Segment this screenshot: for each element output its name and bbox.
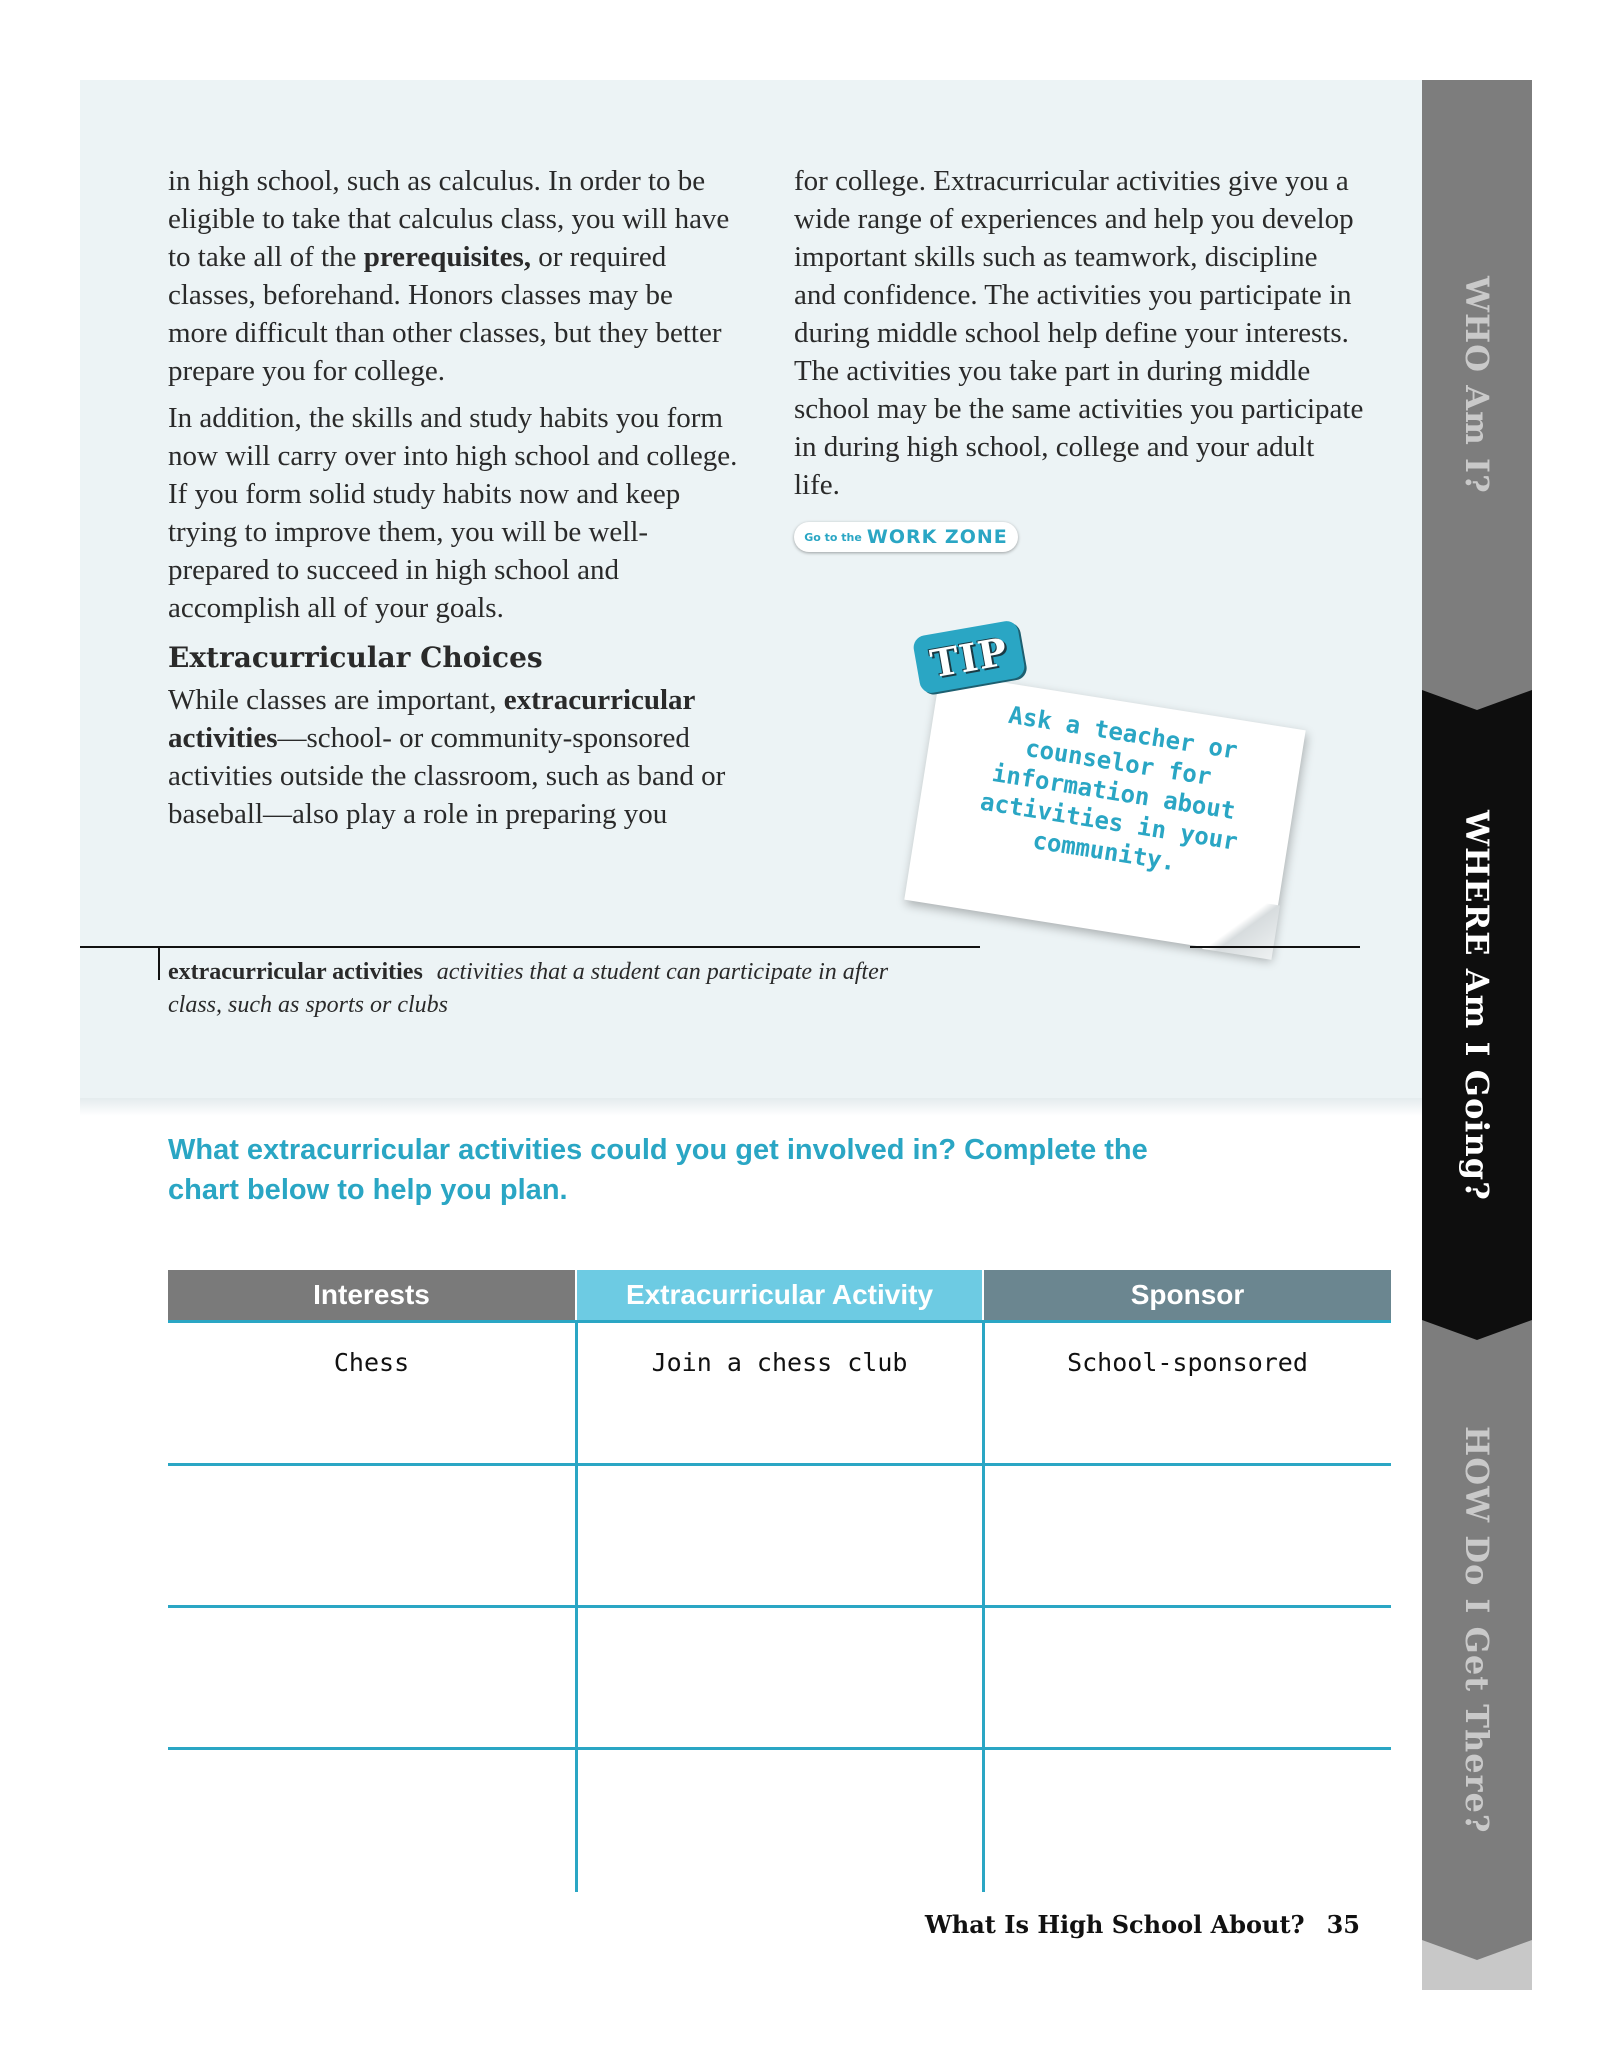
glossary-rule-tick: [158, 948, 160, 980]
text-span: or required classes, beforehand. Honors classes may be more difficult than other classes, but they better prepare you for college.: [168, 241, 722, 387]
glossary-rule-right: [1190, 946, 1360, 948]
left-text-column: [168, 162, 738, 842]
tab-how-do-i-get-there[interactable]: [1422, 1320, 1532, 1940]
cell-sponsor[interactable]: [984, 1490, 1391, 1530]
term-prerequisites: prerequisites,: [363, 241, 531, 273]
header-interests: Interests: [168, 1270, 575, 1320]
footer-title: What Is High School About?: [924, 1910, 1305, 1939]
page-footer: [880, 1910, 1360, 1939]
cell-activity[interactable]: [577, 1632, 982, 1672]
cell-activity[interactable]: Join a chess club: [651, 1348, 908, 1377]
cell-sponsor[interactable]: [984, 1774, 1391, 1814]
row-divider: [168, 1463, 1391, 1466]
row-divider: [168, 1605, 1391, 1608]
tip-badge: TIP: [912, 619, 1026, 695]
cell-sponsor[interactable]: [984, 1632, 1391, 1672]
header-activity: Extracurricular Activity: [577, 1270, 982, 1320]
panel-bottom-shadow: [80, 1098, 1422, 1116]
cell-activity[interactable]: [577, 1774, 982, 1814]
glossary-rule-left: [80, 946, 980, 948]
glossary-entry: [168, 956, 928, 1022]
work-zone-prefix: Go to the: [804, 530, 862, 544]
section-heading: Extracurricular Choices: [168, 641, 543, 674]
paragraph-study-habits: In addition, the skills and study habits you form now will carry over into high school and college. If you form solid study habits now and keep trying to improve them, you will be well-prepared to succeed in high school and accomplish all of your goals.: [168, 402, 738, 624]
tip-text: Ask a teacher or counselor for information about activities in your community.: [978, 700, 1240, 877]
activity-prompt: What extracurricular activities could you get involved in? Complete the chart below to help you plan.: [168, 1134, 1148, 1206]
text-span: in high school, such as calculus. In order to be eligible to take that calculus class, you will have to take all of the: [168, 165, 730, 273]
row-divider: [168, 1320, 1391, 1323]
tab-label: WHO Am I?: [1458, 276, 1496, 494]
paragraph-college: for college. Extracurricular activities give you a wide range of experiences and help you develop important skills such as teamwork, discipline and confidence. The activities you participate in during middle school help define your interests. The activities you take part in during middle school may be the same activities you participate in during high school, college and your adult life.: [794, 165, 1364, 501]
cell-sponsor[interactable]: School-sponsored: [1067, 1348, 1308, 1377]
chevron-down-icon: [1422, 1940, 1532, 1960]
paragraph-extracurricular: [168, 681, 738, 833]
term-extracurricular: extracurricular activities: [168, 684, 695, 754]
page-curl: [1202, 895, 1280, 960]
glossary-definition: activities that a student can participate in after class, such as sports or clubs: [168, 959, 889, 1018]
chevron-down-icon: [1422, 1320, 1532, 1340]
section-sidebar: [1422, 80, 1532, 1990]
tab-who-am-i[interactable]: [1422, 80, 1532, 690]
work-zone-label: WORK ZONE: [866, 526, 1008, 548]
chevron-down-icon: [1422, 690, 1532, 710]
text-span: While classes are important,: [168, 684, 504, 716]
cell-activity[interactable]: [577, 1490, 982, 1530]
right-text-column: [794, 162, 1364, 513]
cell-interest[interactable]: Chess: [333, 1348, 410, 1377]
tab-label: HOW Do I Get There?: [1458, 1426, 1496, 1834]
cell-interest[interactable]: [168, 1490, 575, 1530]
tab-label: WHERE Am I Going?: [1458, 809, 1496, 1201]
work-zone-button[interactable]: [794, 522, 1018, 552]
row-divider: [168, 1747, 1391, 1750]
text-span: —school- or community-sponsored activities outside the classroom, such as band or baseball—also play a role in preparing you: [168, 722, 726, 830]
glossary-term: extracurricular activities: [168, 959, 423, 985]
tab-where-am-i-going[interactable]: [1422, 690, 1532, 1320]
page-number: 35: [1326, 1910, 1360, 1939]
activity-chart: [168, 1270, 1391, 1890]
cell-interest[interactable]: [168, 1632, 575, 1672]
paragraph-prerequisites: [168, 162, 738, 390]
cell-interest[interactable]: [168, 1774, 575, 1814]
header-sponsor: Sponsor: [984, 1270, 1391, 1320]
